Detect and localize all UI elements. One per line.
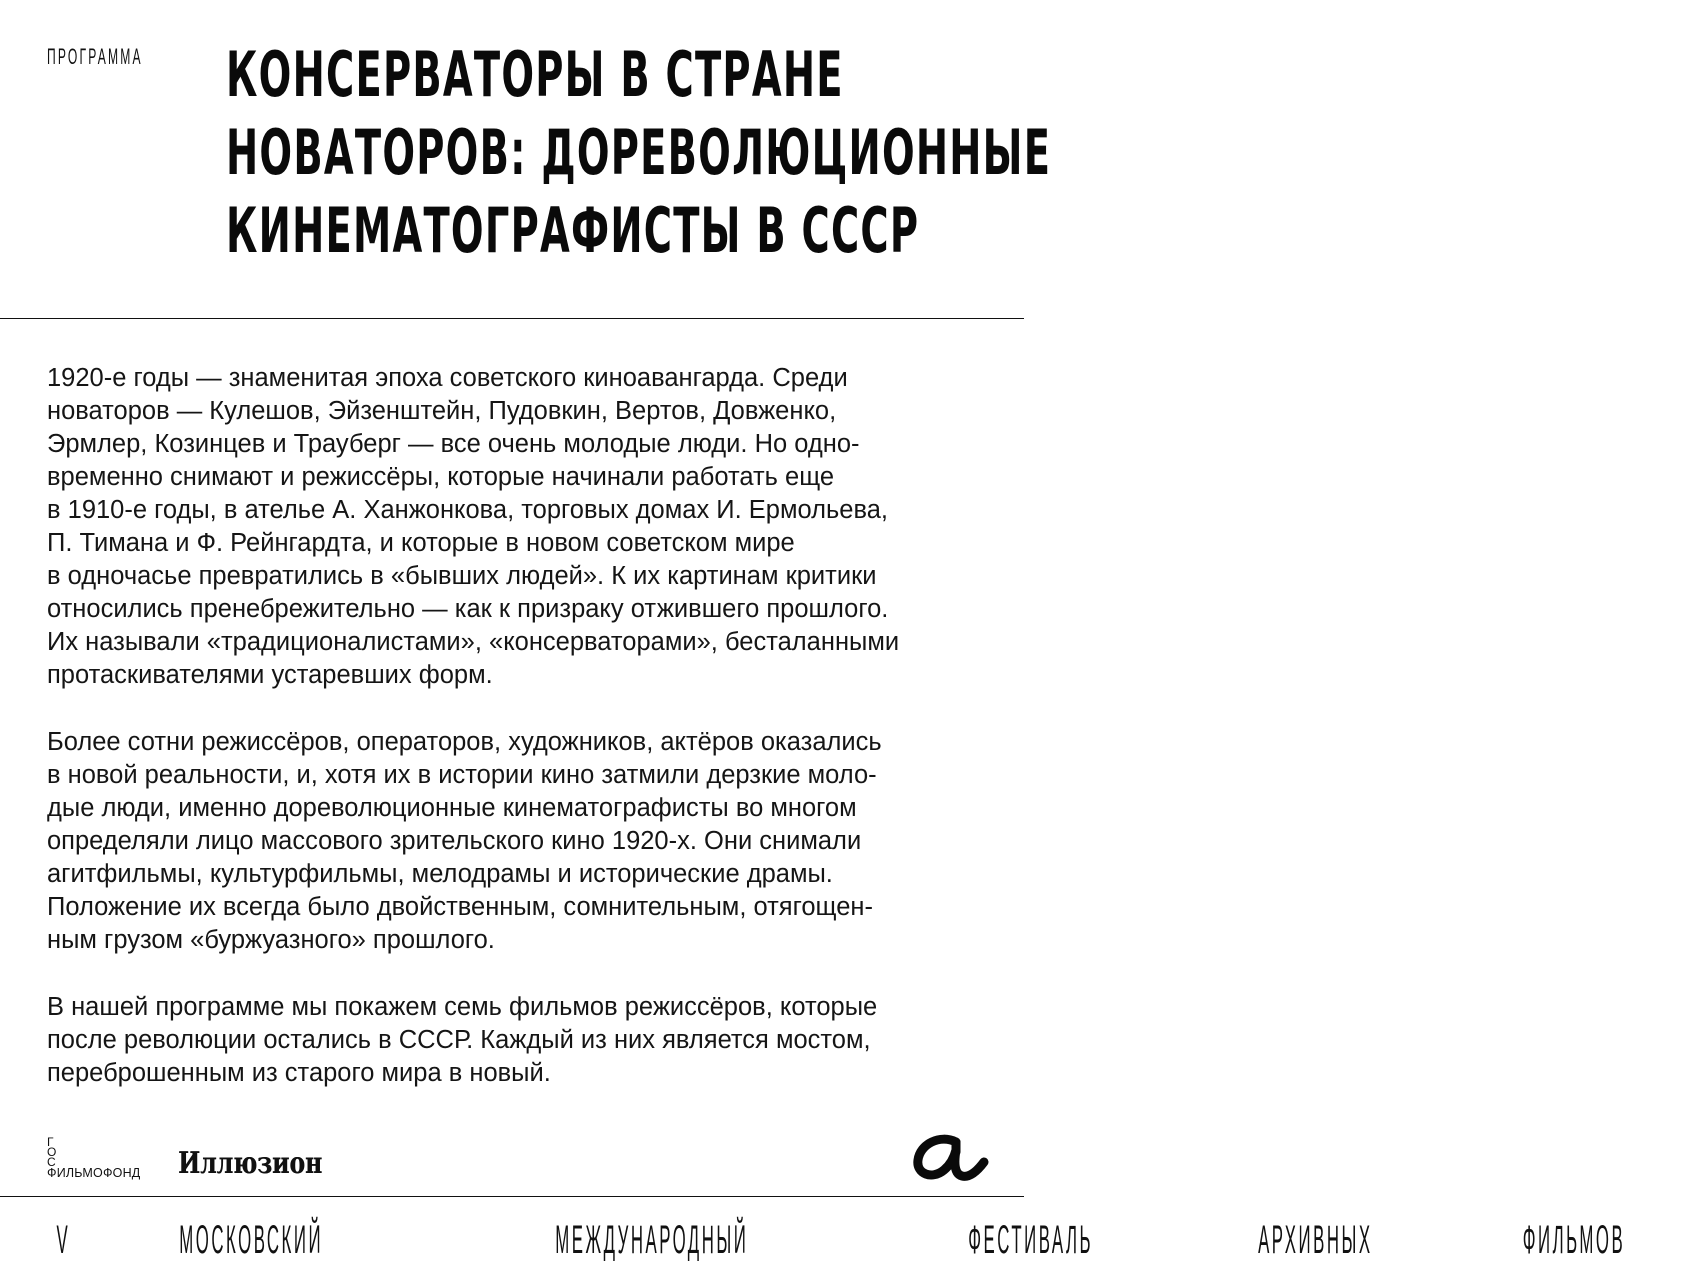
text-line: Более сотни режиссёров, операторов, художников, актёров оказались xyxy=(47,728,882,756)
bottom-divider xyxy=(0,1196,1024,1197)
paragraph-1 xyxy=(47,362,987,692)
footer-word: ФИЛЬМОВ xyxy=(1522,1218,1625,1262)
festival-footer xyxy=(47,1218,1625,1262)
letter-a-glyph xyxy=(918,1139,984,1176)
gosfilmofond-letters xyxy=(47,1137,140,1167)
page-title xyxy=(226,36,1052,270)
section-label: ПРОГРАММА xyxy=(47,44,143,69)
paragraph-3 xyxy=(47,991,987,1090)
text-line: Положение их всегда было двойственным, сомнительным, отягощен- xyxy=(47,893,873,921)
logo-letter: С xyxy=(47,1155,56,1169)
text-line: П. Тимана и Ф. Рейнгардта, и которые в новом советском мире xyxy=(47,529,795,557)
letter-a-logo-icon xyxy=(910,1128,990,1184)
footer-word: V xyxy=(56,1218,71,1262)
text-line: временно снимают и режиссёры, которые начинали работать еще xyxy=(47,463,835,491)
text-line: ным грузом «буржуазного» прошлого. xyxy=(47,926,495,954)
footer-word: АРХИВНЫХ xyxy=(1257,1218,1373,1262)
body-text xyxy=(47,362,987,1124)
text-line: относились пренебрежительно — как к призраку отжившего прошлого. xyxy=(47,595,889,623)
title-line: НОВАТОРОВ: ДОРЕВОЛЮЦИОННЫЕ xyxy=(226,116,1052,189)
logo-letter: Г xyxy=(47,1135,54,1149)
text-line: переброшенным из старого мира в новый. xyxy=(47,1059,551,1087)
text-line: 1920-е годы — знаменитая эпоха советского киноавангарда. Среди xyxy=(47,364,848,392)
title-line: КИНЕМАТОГРАФИСТЫ В СССР xyxy=(226,194,920,267)
footer-word: МОСКОВСКИЙ xyxy=(178,1218,323,1262)
text-line: агитфильмы, культурфильмы, мелодрамы и исторические драмы. xyxy=(47,860,833,888)
text-line: определяли лицо массового зрительского кино 1920-х. Они снимали xyxy=(47,827,862,855)
text-line: в одночасье превратились в «бывших людей». К их картинам критики xyxy=(47,562,877,590)
top-divider xyxy=(0,318,1024,319)
illusion-logo: Иллюзион xyxy=(178,1146,323,1181)
text-line: в 1910-е годы, в ателье А. Ханжонкова, торговых домах И. Ермольева, xyxy=(47,496,888,524)
text-line: после революции остались в СССР. Каждый из них является мостом, xyxy=(47,1026,871,1054)
text-line: Эрмлер, Козинцев и Трауберг — все очень молодые люди. Но одно- xyxy=(47,430,860,458)
text-line: в новой реальности, и, хотя их в истории кино затмили дерзкие моло- xyxy=(47,761,877,789)
gosfilmofond-logo xyxy=(47,1137,140,1178)
text-line: В нашей программе мы покажем семь фильмов режиссёров, которые xyxy=(47,993,878,1021)
text-line: Их называли «традиционалистами», «консерваторами», бесталанными xyxy=(47,628,900,656)
title-line: КОНСЕРВАТОРЫ В СТРАНЕ xyxy=(226,38,844,111)
paragraph-2 xyxy=(47,726,987,957)
logo-letter: О xyxy=(47,1145,57,1159)
text-line: протаскивателями устаревших форм. xyxy=(47,661,493,689)
text-line: новаторов — Кулешов, Эйзенштейн, Пудовкин, Вертов, Довженко, xyxy=(47,397,837,425)
text-line: дые люди, именно дореволюционные кинематографисты во многом xyxy=(47,794,857,822)
gosfilmofond-word: ФИЛЬМОФОНД xyxy=(47,1166,141,1180)
footer-word: МЕЖДУНАРОДНЫЙ xyxy=(555,1218,749,1262)
footer-word: ФЕСТИВАЛЬ xyxy=(967,1218,1093,1262)
